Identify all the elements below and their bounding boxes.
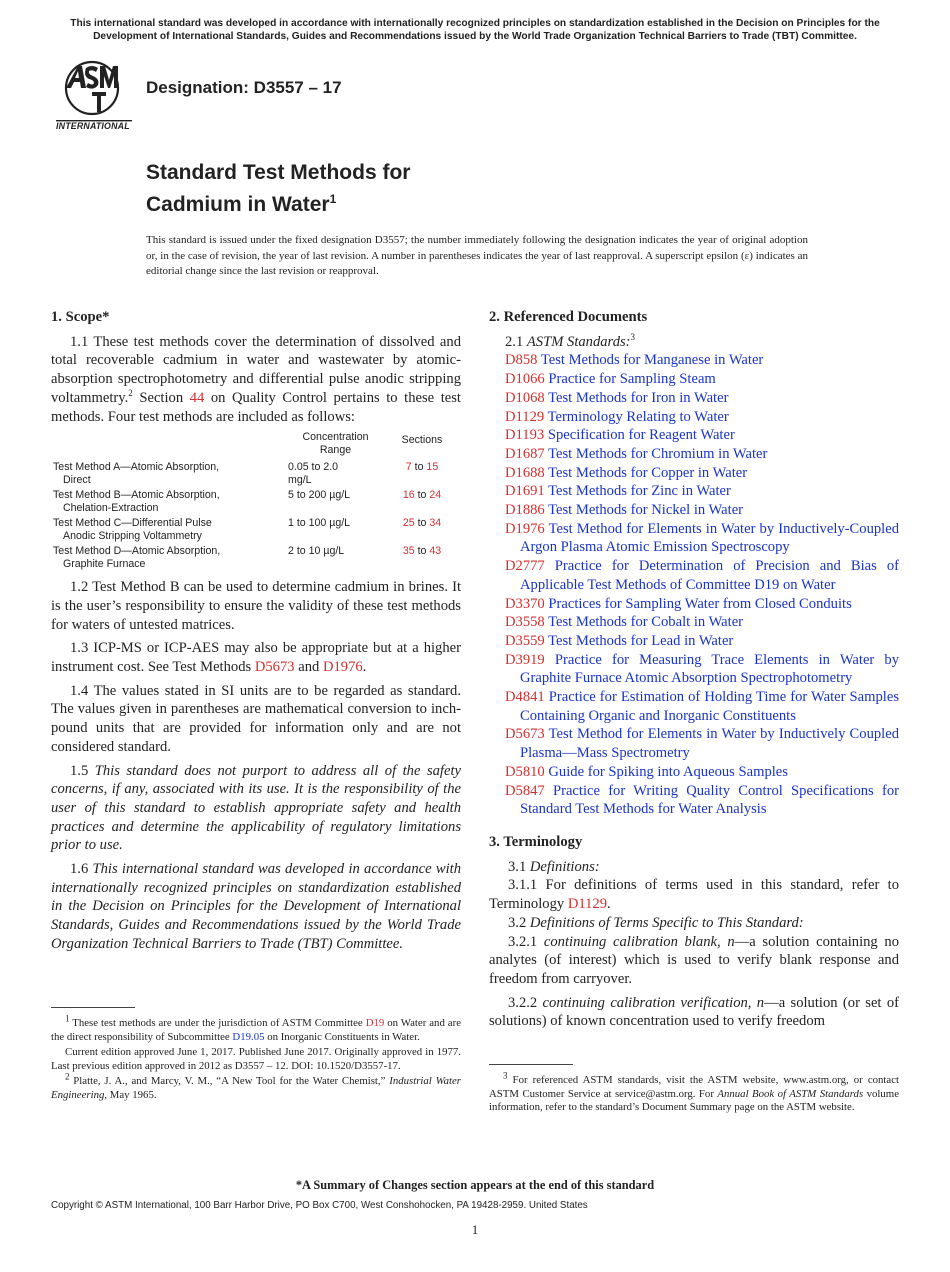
list-item [489,482,899,501]
ref-title-link[interactable]: Guide for Spiking into Aqueous Samples [548,763,788,780]
ref-title-link[interactable]: Practice for Sampling Steam [548,371,716,388]
list-item [489,501,899,520]
ref-code-link[interactable]: D5810 [505,763,545,780]
ref-code-link[interactable]: D1976 [505,520,545,537]
list-item [489,613,899,632]
ref-title-link[interactable]: Test Methods for Iron in Water [548,389,729,406]
ref-code-link[interactable]: D3558 [505,614,545,631]
terminology-para-3-2: 3.2 Definitions of Terms Specific to This Standard: [508,914,804,931]
table-row: Test Method C—Differential Pulse Anodic Stripping Voltammetry 1 to 100 µg/L 25 to 34 [53,517,442,543]
ref-title-link[interactable]: Test Methods for Cobalt in Water [548,614,744,631]
list-item [489,763,899,782]
astm-logo [52,58,136,132]
scope-para-1-3: 1.3 ICP-MS or ICP-AES may also be appropriate but at a higher instrument cost. See Test Methods D5673 and D1976. [51,640,461,676]
ref-title-link[interactable]: Test Method for Elements in Water by Inductively-Coupled Argon Plasma Atomic Emission Spectroscopy [520,520,899,556]
ref-title-link[interactable]: Practice for Measuring Trace Elements in Water by Graphite Furnace Atomic Absorption Spectrophotometry [520,651,899,687]
ref-code-link[interactable]: D1687 [505,445,545,462]
issuance-statement: This standard is issued under the fixed designation D3557; the number immediately following the designation indicates the year of original adoption or, in the case of revision, the year of last revision. A number in parentheses indicates the year of last reapproval. A superscript epsilon (ε) indicates an editorial change since the last revision or reapproval. [146,234,808,277]
ref-code-link[interactable]: D1068 [505,389,545,406]
scope-para-1-6: 1.6 This international standard was developed in accordance with internationally recognized principles on standardization established in the Decision on Principles for the Development of International Standards, Guides and Recommendations issued by the World Trade Organization Technical Barriers to Trade (TBT) Committee. [51,861,462,952]
footnotes-left [51,1013,461,1105]
scope-para-1-5: 1.5 This standard does not purport to address all of the safety concerns, if any, associated with its use. It is the responsibility of the user of this standard to establish appropriate safety and health practices and determine the applicability of regulatory limitations prior to use. [51,762,461,854]
section-heading-referenced-documents: 2. Referenced Documents [489,309,648,325]
footnote-3: $^3$ For referenced ASTM standards, visit the ASTM website, www.astm.org, or contact ASTM Customer Service at service@astm.org. For Annual Book of ASTM Standards volume information, refer to the standard’s Document Summary page on the ASTM website. [489,1070,899,1114]
ref-title-link[interactable]: Test Methods for Zinc in Water [548,483,731,500]
section-link[interactable]: 24 [429,489,442,502]
ref-title-link[interactable]: Practice for Determination of Precision and Bias of Applicable Test Methods of Committee D19 on Water [520,558,899,593]
ref-title-link[interactable]: Terminology Relating to Water [547,408,729,425]
list-item [489,426,899,445]
ref-code-link[interactable]: D1886 [505,502,545,519]
list-item [489,520,899,557]
section-44-link[interactable]: 44 [189,389,205,406]
section-link[interactable]: 7 [405,461,412,474]
table-row: Test Method A—Atomic Absorption, Direct 0.05 to 2.0 mg/L 7 to 15 [53,461,439,487]
test-methods-table [51,431,461,573]
d1129-link[interactable]: D1129 [567,896,608,913]
ref-code-link[interactable]: D2777 [505,558,545,575]
d5673-link[interactable]: D5673 [254,659,295,676]
d1976-link[interactable]: D1976 [322,659,363,676]
list-item [489,651,899,688]
ref-title-link[interactable]: Practice for Writing Quality Control Specifications for Standard Test Methods for Water Analysis [520,782,899,818]
list-item [489,389,899,408]
ref-title-link[interactable]: Specification for Reagent Water [547,427,735,444]
ref-code-link[interactable]: D3370 [505,595,545,612]
ref-title-link[interactable]: Test Methods for Nickel in Water [548,502,744,519]
footnote-1: $^1$ These test methods are under the jurisdiction of ASTM Committee D19 on Water and are the direct responsibility of Subcommittee D19.05 on Inorganic Constituents in Water. [51,1013,461,1043]
table-row: Test Method D—Atomic Absorption, Graphite Furnace 2 to 10 µg/L 35 to 43 [53,545,442,571]
section-link[interactable]: 25 [402,517,415,530]
ref-code-link[interactable]: D1129 [505,408,545,425]
column-header-concentration: Concentration Range [302,431,369,457]
terminology-para-3-1: 3.1 Definitions: [508,858,600,875]
scope-para-1-4: 1.4 The values stated in SI units are to be regarded as standard. The values given in parentheses are mathematical conversion to inch-pound units that are provided for information only and are not considered standard. [51,682,461,755]
section-link[interactable]: 43 [429,545,442,558]
footnote-divider [51,1007,135,1008]
edition-note: Current edition approved June 1, 2017. Published June 2017. Originally approved in 1977. Last previous edition approved in 2012 as D3557 – 12. DOI: 10.1520/D3557-17. [51,1046,461,1072]
terminology-para-3-2-2: 3.2.2 continuing calibration verification, n—a solution (or set of solutions) of known concentration used to verify freedom [489,994,899,1030]
terminology-para-3-2-1: 3.2.1 continuing calibration blank, n—a solution containing no analytes (of interest) which is used to verify blank response and freedom from carryover. [489,933,899,987]
ref-title-link[interactable]: Practice for Estimation of Holding Time for Water Samples Containing Organic and Inorganic Constituents [520,689,899,724]
ref-code-link[interactable]: D5847 [505,782,545,799]
list-item [489,725,899,762]
title-line-2: Cadmium in Water [146,193,330,216]
footnote-divider [489,1064,573,1065]
ref-title-link[interactable]: Test Method for Elements in Water by Inductively Coupled Plasma—Mass Spectrometry [520,726,899,762]
footnote-ref-3[interactable]: 3 [630,331,636,342]
section-link[interactable]: 35 [402,545,415,558]
ref-code-link[interactable]: D1066 [505,371,545,388]
ref-code-link[interactable]: D3919 [505,651,545,668]
section-heading-terminology: 3. Terminology [489,833,583,850]
astm-logo-word: INTERNATIONAL [56,121,130,131]
list-item [489,370,899,389]
table-row: Test Method B—Atomic Absorption, Chelation-Extraction 5 to 200 µg/L 16 to 24 [53,489,442,515]
ref-code-link[interactable]: D1691 [505,483,545,500]
footnote-2: $^2$ Platte, J. A., and Marcy, V. M., “A New Tool for the Water Chemist,” Industrial Water Engineering, May 1965. [51,1071,461,1101]
list-item [489,464,899,483]
ref-code-link[interactable]: D3559 [505,632,545,649]
ref-title-link[interactable]: Practices for Sampling Water from Closed Conduits [548,595,852,612]
section-link[interactable]: 15 [426,461,439,474]
copyright: Copyright © ASTM International, 100 Barr Harbor Drive, PO Box C700, West Conshohocken, PA 19428-2959. United States [51,1200,588,1211]
list-item [489,688,899,725]
ref-title-link[interactable]: Test Methods for Copper in Water [548,464,748,481]
d19-05-link[interactable]: D19.05 [232,1030,265,1043]
list-item [489,595,899,614]
page-number: 1 [471,1222,479,1237]
footnote-ref-2[interactable]: 2 [128,387,133,398]
d19-link[interactable]: D19 [365,1017,385,1029]
title-footnote-ref[interactable]: 1 [329,192,337,206]
left-column [51,308,461,959]
right-column [489,308,899,1036]
ref-code-link[interactable]: D5673 [505,726,545,743]
summary-of-changes-note: *A Summary of Changes section appears at the end of this standard [295,1178,655,1192]
ref-title-link[interactable]: Test Methods for Chromium in Water [548,445,768,462]
scope-para-1-2: 1.2 Test Method B can be used to determine cadmium in brines. It is the user’s responsibility to ensure the validity of these test methods for waters of untested matrices. [51,579,461,633]
designation: Designation: D3557 – 17 [146,78,342,97]
development-notice: This international standard was developed in accordance with internationally recognized principles on standardization established in the Decision on Principles for the Development of International Standards, Guides and Recommendations issued by the World Trade Organization Technical Barriers to Trade (TBT) Committee. [70,18,880,42]
list-item [489,782,899,819]
referenced-documents-list [489,351,899,819]
ref-code-link[interactable]: D1193 [505,427,545,444]
section-link[interactable]: 16 [402,489,415,502]
scope-para-1-1: 1.1 These test methods cover the determination of dissolved and total recoverable cadmium in water and wastewater by atomic-absorption spectrophotometry and differential pulse anodic stripping voltammetry.$^2$ Section 44 on Quality Control pertains to these test methods. Four test methods are included as follows: [51,333,461,425]
section-link[interactable]: 34 [429,517,442,530]
title-line-1: Standard Test Methods for [146,161,411,184]
section-heading-scope: 1. Scope* [51,309,110,325]
ref-code-link[interactable]: D1688 [505,464,545,481]
document-title [146,160,410,218]
list-item [489,632,899,651]
list-item [489,408,899,427]
ref-title-link[interactable]: Test Methods for Lead in Water [548,632,734,649]
list-item [489,445,899,464]
astm-standards-intro: 2.1 ASTM Standards:$^3$ [505,331,636,350]
list-item [489,351,899,370]
list-item [489,557,899,594]
ref-title-link[interactable]: Test Methods for Manganese in Water [540,352,764,369]
column-header-sections: Sections [401,434,443,447]
ref-code-link[interactable]: D858 [505,352,538,369]
ref-code-link[interactable]: D4841 [505,689,545,706]
terminology-para-3-1-1: 3.1.1 For definitions of terms used in this standard, refer to Terminology D1129. [489,877,899,913]
